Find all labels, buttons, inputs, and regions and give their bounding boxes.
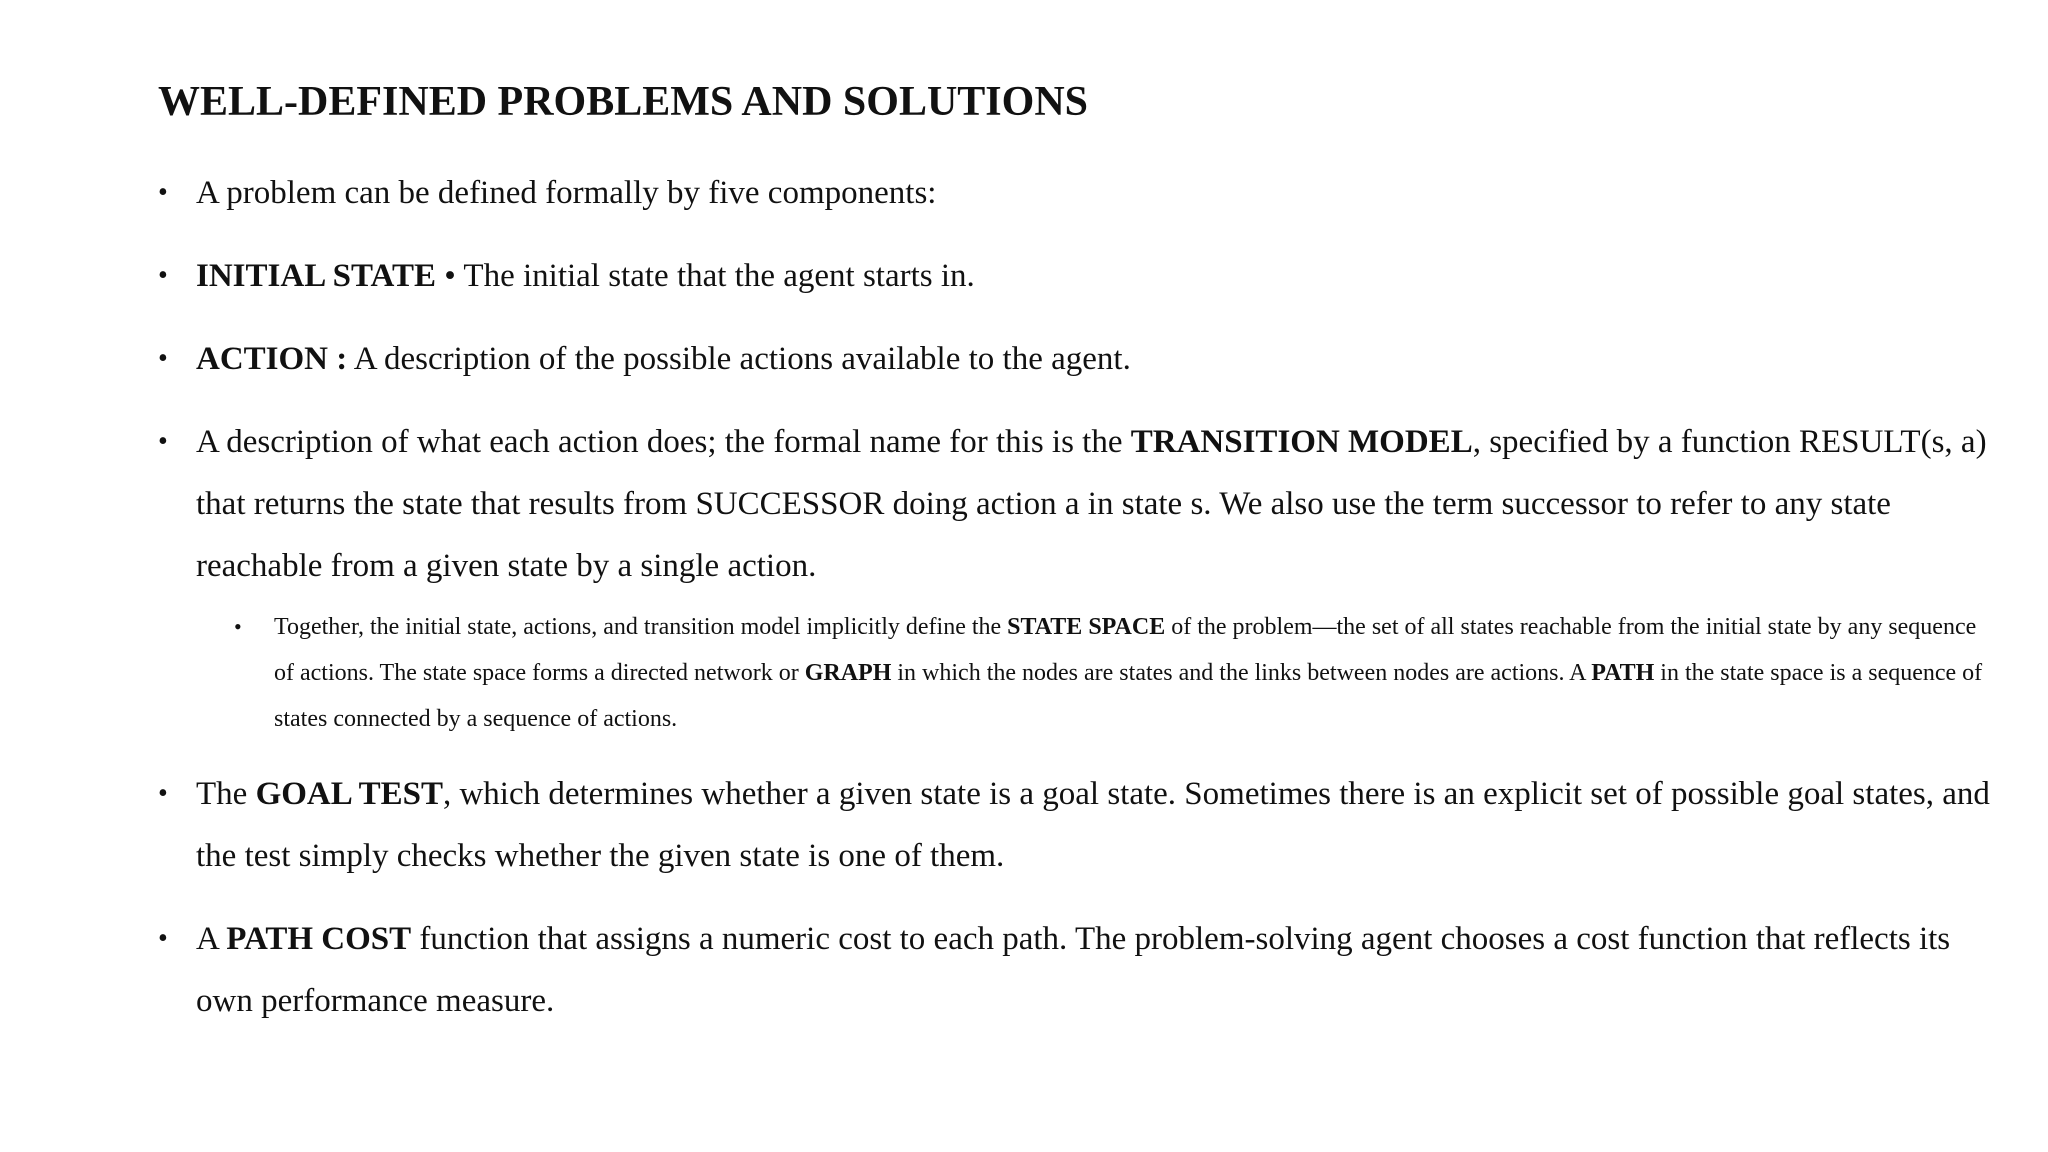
bullet-text: , specified by a function RESULT(s, a) that returns the state that results from SUCCESSOR doing action a in state s. We also use the term successor to refer to any state reachable from a given state by a single action.	[196, 424, 1987, 584]
bullet-text: A description of what each action does; the formal name for this is the	[196, 424, 1131, 460]
sub-bullet-text: Together, the initial state, actions, and transition model implicitly define the	[274, 614, 1008, 640]
term-path: PATH	[1591, 660, 1655, 686]
bullet-marker: •	[158, 177, 168, 208]
bullet-marker: •	[158, 260, 168, 291]
bullet-text: A	[196, 921, 227, 957]
term-path-cost: PATH COST	[226, 921, 412, 957]
bullet-text: , which determines whether a given state is a goal state. Sometimes there is an explicit set of possible goal states, and the test simply checks whether the given state is one of them.	[196, 776, 1990, 874]
term-graph: GRAPH	[804, 660, 892, 686]
sub-bullet-text: in which the nodes are states and the links between nodes are actions. A	[891, 660, 1592, 686]
bullet-text: A description of the possible actions available to the agent.	[347, 341, 1131, 377]
bullet-item-transition-model	[158, 411, 1998, 597]
term-transition-model: TRANSITION MODEL	[1130, 424, 1473, 460]
page-title: WELL-DEFINED PROBLEMS AND SOLUTIONS	[158, 79, 1089, 125]
bullet-item-action	[158, 328, 1998, 390]
bullet-item-goal-test	[158, 763, 1998, 887]
bullet-marker: •	[158, 343, 168, 374]
bullet-text: The	[196, 776, 256, 812]
sub-bullet-list	[158, 604, 1998, 742]
bullet-text: function that assigns a numeric cost to each path. The problem-solving agent chooses a cost function that reflects its own performance measure.	[196, 921, 1951, 1019]
bullet-item-path-cost	[158, 908, 1998, 1032]
sub-bullet-item-state-space	[234, 604, 1998, 742]
term-state-space: STATE SPACE	[1007, 614, 1166, 640]
sub-bullet-text: of the problem—the set of all states reachable from the initial state by any sequence of actions. The state space forms a directed network or	[274, 614, 1977, 686]
bullet-marker: •	[158, 778, 168, 809]
bullet-list	[158, 162, 1998, 1053]
sub-bullet-wrapper	[158, 604, 1998, 742]
bullet-marker: •	[158, 923, 168, 954]
term-initial-state: INITIAL STATE	[196, 258, 436, 294]
bullet-text: • The initial state that the agent starts in.	[435, 258, 975, 294]
bullet-text: A problem can be defined formally by five components:	[196, 175, 937, 211]
bullet-item-initial-state	[158, 245, 1998, 307]
sub-bullet-text: in the state space is a sequence of states connected by a sequence of actions.	[274, 660, 1983, 732]
bullet-item-components	[158, 162, 1998, 224]
term-goal-test: GOAL TEST	[255, 776, 443, 812]
sub-bullet-marker: •	[234, 614, 242, 639]
term-action: ACTION :	[196, 341, 348, 377]
bullet-marker: •	[158, 426, 168, 457]
